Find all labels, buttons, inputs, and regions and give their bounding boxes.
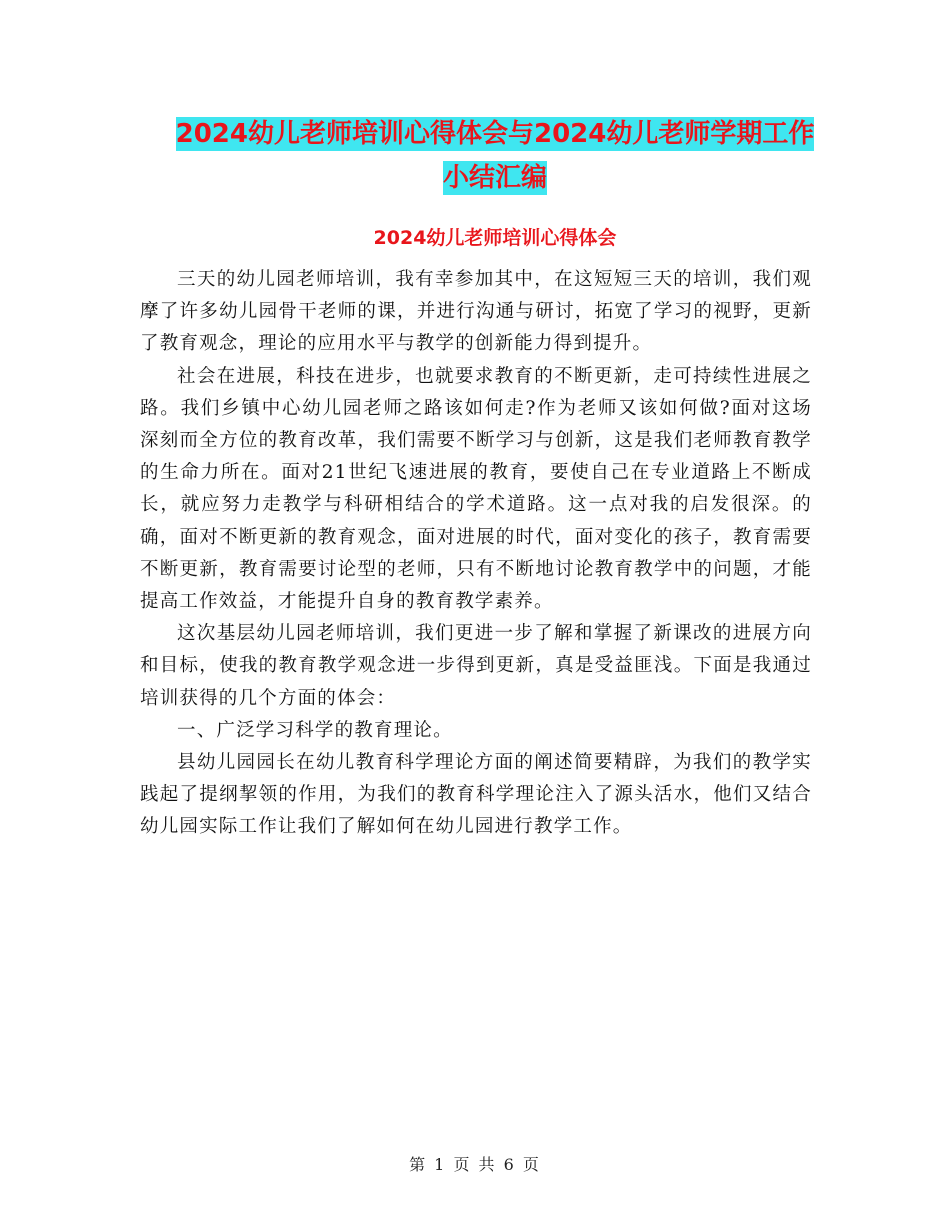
paragraph-1: 三天的幼儿园老师培训，我有幸参加其中，在这短短三天的培训，我们观摩了许多幼儿园骨干老师的课，并进行沟通与研讨，拓宽了学习的视野，更新了教育观念，理论的应用水平与教学的创新能力得到提升。	[140, 269, 812, 355]
title-line-1: 2024幼儿老师培训心得体会与2024幼儿老师学期工作	[175, 119, 815, 149]
title-line-2: 小结汇编	[442, 163, 547, 193]
paragraph-3: 这次基层幼儿园老师培训，我们更进一步了解和掌握了新课改的进展方向和目标，使我的教育教学观念进一步得到更新，真是受益匪浅。下面是我通过培训获得的几个方面的体会：	[140, 623, 812, 709]
paragraph-5: 县幼儿园园长在幼儿教育科学理论方面的阐述简要精辟，为我们的教学实践起了提纲挈领的作用，为我们的教育科学理论注入了源头活水，他们又结合幼儿园实际工作让我们了解如何在幼儿园进行教学工作。	[140, 752, 812, 838]
section-title: 2024幼儿老师培训心得体会	[373, 227, 617, 249]
document-title	[140, 112, 850, 200]
page-footer: 第 1 页 共 6 页	[409, 1155, 541, 1174]
paragraph-4-heading: 一、广泛学习科学的教育理论。	[177, 719, 453, 741]
paragraph-2: 社会在进展，科技在进步，也就要求教育的不断更新，走可持续性进展之路。我们乡镇中心幼儿园老师之路该如何走?作为老师又该如何做?面对这场深刻而全方位的教育改革，我们需要不断学习与创新，这是我们老师教育教学的生命力所在。面对21世纪飞速进展的教育，要使自己在专业道路上不断成长，就应努力走教学与科研相结合的学术道路。这一点对我的启发很深。的确，面对不断更新的教育观念，面对进展的时代，面对变化的孩子，教育需要不断更新，教育需要讨论型的老师，只有不断地讨论教育教学中的问题，才能提高工作效益，才能提升自身的教育教学素养。	[140, 365, 812, 613]
body-text	[140, 264, 812, 844]
